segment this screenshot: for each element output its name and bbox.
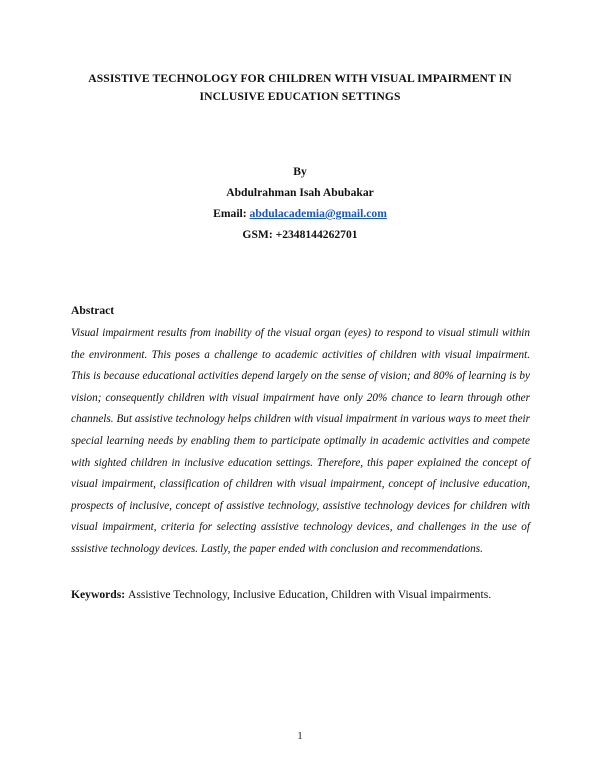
gsm-line [100, 224, 500, 245]
email-label: Email: [213, 207, 250, 220]
gsm-label: GSM: [242, 228, 276, 241]
author-name: Abdulrahman Isah Abubakar [226, 186, 374, 199]
abstract-body: Visual impairment results from inability of the visual organ (eyes) to respond to visual stimuli within the environment. This poses a challenge to academic activities of children with visual impairment. This is because educational activities depend largely on the sense of vision; and 80% of learning is by vision; consequently children with visual impairment have only 20% chance to learn through other channels. But assistive technology helps children with visual impairment in various ways to meet their special learning needs by enabling them to participate optimally in academic activities and compete with sighted children in inclusive education settings. Therefore, this paper explained the concept of visual impairment, classification of children with visual impairment, concept of inclusive education, prospects of inclusive, concept of assistive technology, assistive technology devices for children with visual impairment, criteria for selecting assistive technology devices, and challenges in the use of sssistive technology devices. Lastly, the paper ended with conclusion and recommendations. [71, 327, 530, 555]
email-line [100, 203, 500, 224]
keywords-line [71, 586, 541, 604]
gsm-number: +2348144262701 [275, 228, 358, 241]
keywords-label: Keywords: [71, 588, 128, 601]
page-number: 1 [297, 731, 303, 742]
paper-title [60, 70, 540, 106]
by-label: By [293, 165, 307, 178]
author-block [100, 161, 500, 245]
email-link[interactable]: abdulacademia@gmail.com [249, 207, 387, 220]
title-line-1: ASSISTIVE TECHNOLOGY FOR CHILDREN WITH VISUAL IMPAIRMENT IN [88, 72, 512, 85]
keywords-text: Assistive Technology, Inclusive Education, Children with Visual impairments. [128, 588, 492, 601]
abstract-heading: Abstract [71, 304, 115, 317]
title-line-2: INCLUSIVE EDUCATION SETTINGS [199, 90, 401, 103]
